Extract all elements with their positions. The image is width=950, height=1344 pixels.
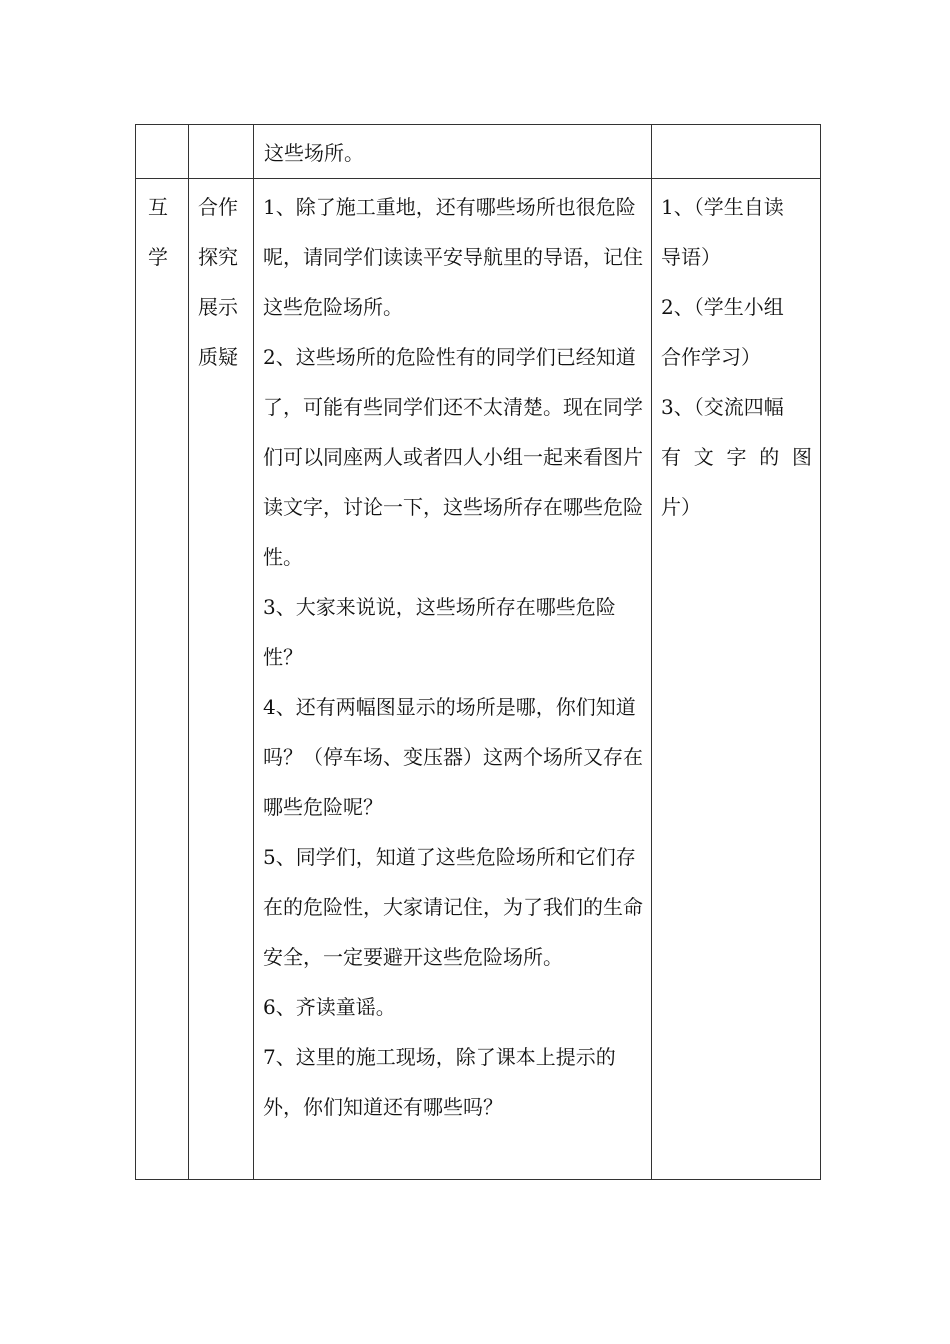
table-row-continued: [136, 125, 821, 179]
continued-text: 这些场所。: [264, 141, 364, 165]
student-cell-empty: [652, 125, 821, 179]
table-row-mutual-learning: [136, 179, 821, 1180]
student-line: 2、（学生小组: [661, 295, 784, 319]
teacher-step: 4、还有两幅图显示的场所是哪，你们知道吗？（停车场、变压器）这两个场所又存在哪些危险呢？: [263, 695, 643, 819]
student-line: 导语）: [661, 245, 721, 269]
stage-cell: [136, 179, 189, 1180]
teacher-step: 1、除了施工重地，还有哪些场所也很危险呢，请同学们读读平安导航里的导语，记住这些危险场所。: [263, 195, 643, 319]
student-line: 合作学习）: [661, 345, 761, 369]
lesson-plan-table: [135, 124, 821, 1180]
teacher-step: 7、这里的施工现场，除了课本上提示的外，你们知道还有哪些吗？: [263, 1045, 616, 1119]
activity-cell: [189, 179, 254, 1180]
activity-label: 合作探究展示质疑: [198, 195, 238, 369]
activity-cell-empty: [189, 125, 254, 179]
student-activity-cell: [652, 179, 821, 1180]
teacher-step: 6、齐读童谣。: [263, 995, 396, 1019]
stage-cell-empty: [136, 125, 189, 179]
teacher-steps-cell: [254, 179, 652, 1180]
student-activities: [652, 179, 820, 532]
teacher-steps: [254, 179, 651, 1132]
teacher-step: 5、同学们，知道了这些危险场所和它们存在的危险性，大家请记住，为了我们的生命安全，一定要避开这些危险场所。: [263, 845, 643, 969]
teacher-step: 2、这些场所的危险性有的同学们已经知道了，可能有些同学们还不太清楚。现在同学们可以同座两人或者四人小组一起来看图片读文字，讨论一下，这些场所存在哪些危险性。: [263, 345, 643, 569]
student-line: 有 文 字 的 图: [661, 445, 812, 469]
teacher-step: 3、大家来说说，这些场所存在哪些危险性？: [263, 595, 616, 669]
student-line: 3、（交流四幅: [661, 395, 784, 419]
stage-label: 互学: [148, 195, 168, 269]
student-line: 1、（学生自读: [661, 195, 784, 219]
teacher-cell-continued: [254, 125, 652, 179]
student-line: 片）: [661, 495, 701, 519]
